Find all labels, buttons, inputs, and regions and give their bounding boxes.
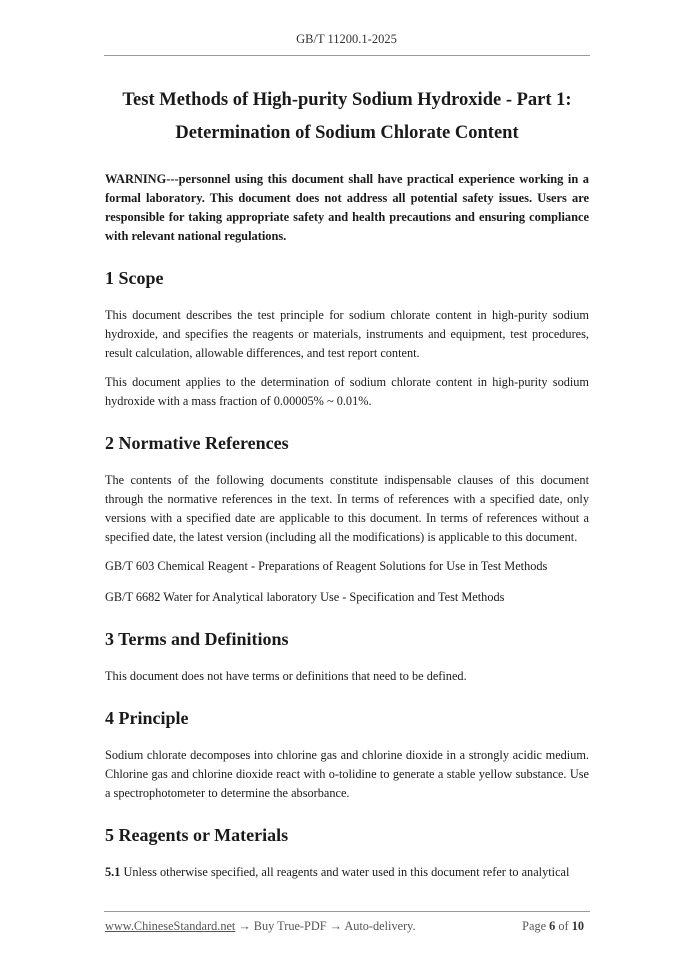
references-paragraph-1: The contents of the following documents constitute indispensable clauses of this document through the normative references in the text. In terms of references with a specified date, only versions with a specified date are applicable to this document. In terms of references without a specified date, the latest version (including all the modifications) is applicable to this document. <box>105 473 589 544</box>
scope-paragraph-2: This document applies to the determination of sodium chlorate content in high-purity sodium hydroxide with a mass fraction of 0.00005% ~ 0.01%. <box>105 375 589 408</box>
page-current: 6 <box>549 919 556 933</box>
page-content <box>105 84 589 892</box>
clause-number: 5.1 <box>105 865 121 879</box>
principle-paragraph-1: Sodium chlorate decomposes into chlorine gas and chlorine dioxide in a strongly acidic medium. Chlorine gas and chlorine dioxide react with o-tolidine to generate a stable yellow substance. Use a spectrophotometer to determine the absorbance. <box>105 748 589 800</box>
site-link[interactable]: www.ChineseStandard.net <box>105 919 236 933</box>
section-heading-terms: 3 Terms and Definitions <box>105 629 289 649</box>
terms-paragraph-1: This document does not have terms or definitions that need to be defined. <box>105 669 467 683</box>
header-divider <box>104 55 590 56</box>
section-heading-references: 2 Normative References <box>105 433 289 453</box>
footer-divider <box>104 911 590 912</box>
reagents-clause-5-1 <box>105 863 589 882</box>
page-total: 10 <box>571 919 584 933</box>
section-heading-principle: 4 Principle <box>105 708 189 728</box>
footer-tagline: → Buy True-PDF → Auto-delivery. <box>235 919 416 933</box>
clause-text: Unless otherwise specified, all reagents and water used in this document refer to analytical <box>120 865 570 879</box>
page-number: Page 6 of 10 <box>522 919 584 933</box>
document-title-line1: Test Methods of High-purity Sodium Hydroxide - Part 1: <box>122 90 572 110</box>
section-heading-reagents: 5 Reagents or Materials <box>105 825 289 845</box>
document-title-line2: Determination of Sodium Chlorate Content <box>175 123 519 143</box>
scope-paragraph-1: This document describes the test principle for sodium chlorate content in high-purity sodium hydroxide, and specifies the reagents or materials, instruments and equipment, test procedures, result calculation, allowable differences, and test report content. <box>105 308 589 360</box>
section-heading-scope: 1 Scope <box>105 268 164 288</box>
reference-item-gbt6682: GB/T 6682 Water for Analytical laboratory Use - Specification and Test Methods <box>105 590 505 604</box>
footer-source <box>105 919 416 934</box>
warning-notice: WARNING---personnel using this document shall have practical experience working in a formal laboratory. This document does not address all potential safety issues. Users are responsible for taking appropriate safety and health precautions and ensuring compliance with relevant national regulations. <box>105 172 589 243</box>
reference-item-gbt603: GB/T 603 Chemical Reagent - Preparations of Reagent Solutions for Use in Test Methods <box>105 559 548 573</box>
page-header: GB/T 11200.1-2025 <box>296 32 397 46</box>
